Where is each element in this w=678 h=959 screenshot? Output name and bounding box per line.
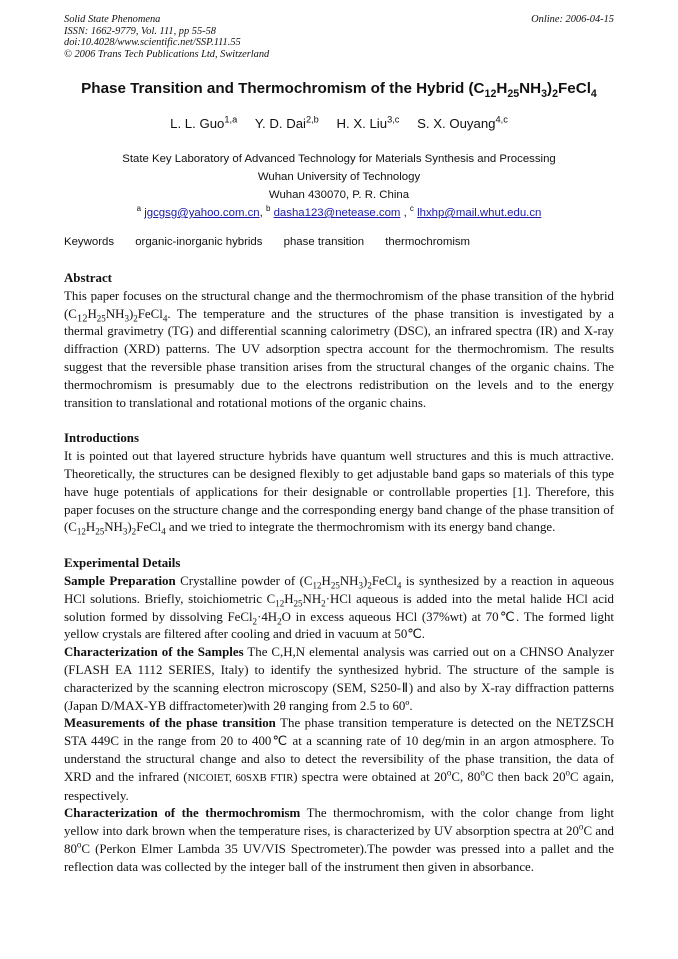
author: Y. D. Dai$^{2,b}$ — [254, 114, 319, 131]
keyword: phase transition — [283, 236, 365, 248]
journal-header — [64, 14, 614, 60]
author: L. L. Guo$^{1,a}$ — [170, 114, 238, 131]
author: S. X. Ouyang$^{4,c}$ — [417, 114, 508, 131]
affiliation-lab: State Key Laboratory of Advanced Technology for Materials Synthesis and Processing — [122, 153, 556, 165]
doi-line: doi:10.4028/www.scientific.net/SSP.111.55 — [64, 37, 241, 49]
email-line: $^a$ jgcgsg@yahoo.com.cn, $^b$ dasha123@netease.com , $^c$ lhxhp@mail.whut.edu.cn — [136, 204, 542, 219]
email-link-b[interactable]: dasha123@netease.com — [273, 207, 401, 219]
affiliation-city: Wuhan 430070, P. R. China — [268, 189, 410, 201]
journal-name: Solid State Phenomena — [64, 14, 161, 25]
phase-transition-paragraph: Measurements of the phase transition The phase transition temperature is detected on the NETZSCH STA 449C in the range from 20 to 400℃ at a scanning rate of 10 deg/min in an argon atmosphere. To understand the structural change and also to detect the reversibility of the phase transition, the data of XRD and the infrared (NICOIET, 60SXB FTIR) spectra were obtained at 20$^o$C, 80$^o$C then back 20$^o$C again, respectively. — [64, 716, 615, 803]
online-date: Online: 2006-04-15 — [531, 14, 614, 25]
sample-preparation-paragraph: Sample Preparation Crystalline powder of $(C_{12}H_{25}NH_3)_2FeCl_4$ is synthesized by a reaction in aqueous HCl solutions. Briefly, stoichiometric $C_{12}H_{25}NH_2\cdot HCl$ aqueous is added into the metal halide HCl acid solution formed by dissolving $FeCl_2\cdot 4H_2O$ in excess aqueous HCl (37%wt) at 70℃. The formed light yellow crystals are filtered after cooling and dried in vacuum at 50℃. — [64, 573, 615, 642]
author: H. X. Liu$^{3,c}$ — [336, 114, 400, 131]
abstract-section — [64, 270, 614, 877]
keywords-label: Keywords — [64, 236, 115, 248]
abstract-text: This paper focuses on the structural change and the thermochromism of the phase transition of the hybrid $(C_{12}H_{25}NH_3)_2FeCl_4$. The temperature and the structures of the phase transition is investigated by a thermal gravimetry (TG) and differential scanning calorimetry (DSC), an infrared spectra (IR) and X-ray diffraction (XRD) patterns. The UV adsorption spectra account for the thermochromism. The results suggest that the reversible phase transition arises from the structural changes of the organic chains. The thermochromism is presumably due to the electrons redistribution on the levels and to the energy transition to translational and rotational motions of the organic chains. — [64, 288, 614, 410]
author-list — [0, 116, 678, 131]
abstract-heading: Abstract — [64, 271, 112, 285]
affiliation-university: Wuhan University of Technology — [257, 171, 421, 183]
experimental-heading: Experimental Details — [64, 556, 181, 571]
email-link-c[interactable]: lhxhp@mail.whut.edu.cn — [417, 207, 542, 219]
keyword: thermochromism — [385, 236, 471, 248]
keywords — [64, 236, 488, 248]
intro-heading: Introductions — [64, 431, 139, 446]
email-link-a[interactable]: jgcgsg@yahoo.com.cn — [144, 207, 260, 219]
affiliation — [0, 150, 678, 222]
keyword: organic-inorganic hybrids — [135, 236, 263, 248]
issn-line: ISSN: 1662-9779, Vol. 111, pp 55-58 — [64, 25, 216, 37]
paper-title: Phase Transition and Thermochromism of the Hybrid $(C_{12}H_{25}NH_3)_2FeCl_4$ — [81, 80, 597, 101]
intro-text: It is pointed out that layered structure hybrids have quantum well structures and this is much attractive. Theoretically, the structures can be designed flexibly to get adjustable band gaps so materials of this type have huge potentials of applications for their designable or controllable properties [1]. Therefore, this paper focuses on the structure change and the corresponding energy band change of the phase transition of $(C_{12}H_{25}NH_3)_2FeCl_4$ and we tried to integrate the thermochromism with its energy band change. — [64, 449, 614, 537]
characterization-samples-paragraph: Characterization of the Samples The C,H,N elemental analysis was carried out on a CHNSO Analyzer (FLASH EA 1112 SERIES, Italy) to identify the synthesized hybrid. The structure of the sample is characterized by the scanning electron microscopy (SEM, S250-Ⅱ) and also by X-ray diffraction patterns (Japan D/MAX-YB diffractometer)with 2θ ranging from 2.5 to 60º. — [64, 645, 614, 713]
thermochromism-paragraph: Characterization of the thermochromism The thermochromism, with the color change from light yellow into dark brown when the temperature rises, is characterized by UV absorption spectra at 20$^o$C and 80$^o$C (Perkon Elmer Lambda 35 UV/VIS Spectrometer).The powder was pressed into a pallet and the reflection data was collected by the integer ball of the instrument then given in absorbance. — [64, 806, 614, 874]
copyright-line: © 2006 Trans Tech Publications Ltd, Switzerland — [64, 48, 270, 60]
